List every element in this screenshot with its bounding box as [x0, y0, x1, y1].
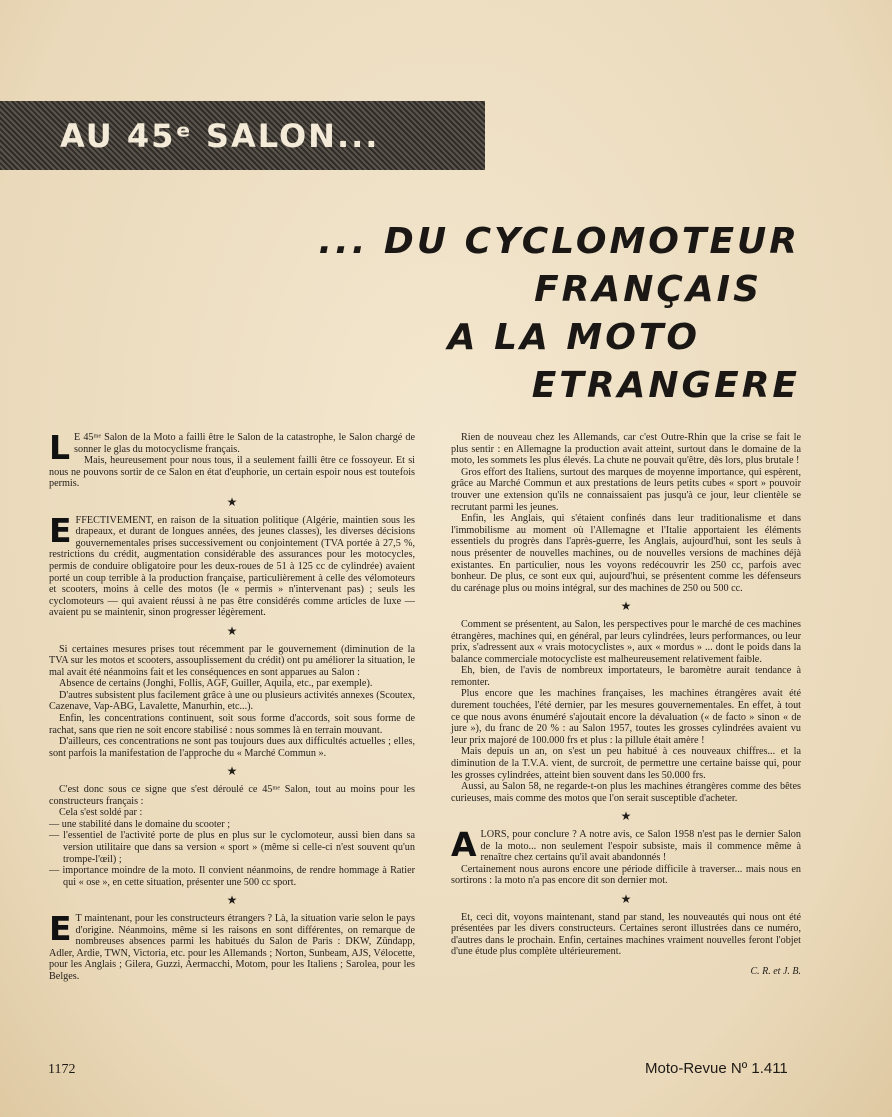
section-banner [0, 101, 485, 170]
star-divider: ★ [620, 599, 632, 614]
star-divider: ★ [226, 494, 238, 509]
drop-cap: L [49, 428, 71, 467]
paragraph: Et, ceci dit, voyons maintenant, stand par stand, les nouveautés qui nous ont été présentées par les divers constructeurs. Certaines seront illustrées dans ce numéro, d'autres dans le prochain. Enfin, certaines machines vraiment nouvelles feront l'objet d'une étude plus complète ultérieurement. [451, 911, 801, 958]
star-divider: ★ [226, 893, 238, 908]
headline-line-2: FRANÇAIS [534, 269, 762, 310]
drop-cap: A [451, 825, 477, 864]
paragraph: Enfin, les concentrations continuent, soit sous forme d'accords, soit sous forme de rachat, sans que rien ne soit encore stabilisé : nous sommes là en terrain mouvant. [49, 713, 415, 736]
paragraph: Mais depuis un an, on s'est un peu habitué à ces nouveaux chiffres... et la diminution de la T.V.A. vient, de surcroit, de permettre une certaine baisse qui, pour les grosses cylindrées, atteint bien souvent dans les 50.000 frs. [451, 746, 801, 781]
paragraph: Cela s'est soldé par : [59, 807, 143, 819]
star-divider: ★ [620, 891, 632, 906]
right-column [451, 432, 801, 978]
headline-line-1: ... DU CYCLOMOTEUR [318, 221, 800, 262]
paragraph: D'autres subsistent plus facilement grâce à une ou plusieurs activités annexes (Scoutex, Cazenave, Vap-ABG, Lavalette, Manurhin, etc...). [49, 689, 415, 713]
drop-cap: E [49, 510, 72, 550]
paragraph-text: T maintenant, pour les constructeurs étrangers ? Là, la situation varie selon le pays d'origine. Néanmoins, même si les raisons en sont différentes, on remarque de nombreuses absences parmi les habitués du Salon de Paris : DKW, Zündapp, Adler, Ardie, TWN, Victoria, etc. pour les Allemands ; Norton, Sunbeam, AJS, Vélocette, pour les Anglais ; Gilera, Guzzi, Aermacchi, Motom, pour les Italiens ; Sarolea, pour les Belges. [49, 912, 415, 982]
star-divider: ★ [226, 623, 238, 638]
paragraph: Eh, bien, de l'avis de nombreux importateurs, le baromètre aurait tendance à remonter. [451, 665, 801, 688]
paragraph: Rien de nouveau chez les Allemands, car c'est Outre-Rhin que la crise se fait le plus sentir : en Allemagne la production avait atteint, surtout dans le domaine de la moto, les sommets les plus élevés. La chute ne pouvait qu'être, dès lors, plus brutale ! [451, 432, 801, 467]
paragraph: Aussi, au Salon 58, ne regarde-t-on plus les machines étrangères comme des bêtes curieuses, mais comme des motos que l'on serait susceptible d'acheter. [451, 781, 801, 804]
article-headline [280, 218, 800, 410]
list-item: — une stabilité dans le domaine du scooter ; [49, 818, 231, 830]
paragraph [49, 908, 415, 983]
list-item: — importance moindre de la moto. Il convient néanmoins, de rendre hommage à Ratier qui « ose », en cette situation, présenter une 500 cc sport. [49, 865, 415, 888]
paragraph: Gros effort des Italiens, surtout des marques de moyenne importance, qui espèrent, grâce au Marché Commun et aux prestations de leurs petits cubes « sport » pouvoir trouver une extension qu'ils ne connaissaient pas jusqu'à ce jour, leur clientèle se recrutant parmi les jeunes. [451, 466, 801, 513]
paragraph-text: LORS, pour conclure ? A notre avis, ce Salon 1958 n'est pas le dernier Salon de la moto... non seulement l'espoir subsiste, mais il commence même à renaître chez certains qu'il avait abandonnés ! [480, 829, 801, 864]
headline-line-3: A LA MOTO [447, 317, 700, 358]
paragraph: D'ailleurs, ces concentrations ne sont pas toujours dues aux difficultés actuelles ; elles, sont parfois la manifestation de l'approche du « Marché Commun ». [49, 736, 415, 759]
page-number: 1172 [48, 1062, 76, 1077]
paragraph [49, 428, 415, 467]
paragraph: Absence de certains (Jonghi, Follis, AGF, Guiller, Aquila, etc., par exemple). [59, 678, 373, 690]
drop-cap: E [49, 908, 72, 948]
star-divider: ★ [226, 764, 238, 779]
issue-label: Moto-Revue Nº 1.411 [645, 1060, 788, 1077]
paragraph-text: FFECTIVEMENT, en raison de la situation politique (Algérie, maintien sous les drapeaux, et durant de longues années, des jeunes classes), les diverses décisions gouvernementales prises successivement ou conjointement (TVA portée à 27,5 %, restrictions du crédit, augmentation considérable des assurances pour les motocycles, permis de conduire obligatoire pour les deux-roues de 51 à 125 cc de cylindrée) avaient porté un coup terrible à la production française, particulièrement à celle des vélomoteurs et scooters, moins à celle des motos (le « permis » n'intervenant pas) ; seuls les cyclomoteurs — qui avaient réussi à ne pas être considérés comme articles de luxe — avaient pu se maintenir, sinon progresser légèrement. [49, 514, 415, 619]
paragraph: Si certaines mesures prises tout récemment par le gouvernement (diminution de la TVA sur les motos et scooters, assouplissement du crédit) ont pu améliorer la situation, le mal avait été néanmoins fait et les conséquences en sont apparues au Salon : [49, 643, 415, 678]
paragraph: Plus encore que les machines françaises, les machines étrangères avait été durement touchées, l'été dernier, par les mesures gouvernementales. En effet, à tout ce que nous avons énuméré s'ajoutait encore la dévaluation (« de facto » sinon « de jure »), du franc de 20 % : au Salon 1957, toutes les grosses cylindrées avaient vu leur prix majoré de 100.000 frs et plus : la pillule était amère ! [451, 688, 801, 746]
paragraph: Certainement nous aurons encore une période difficile à traverser... mais nous en sortirons : la moto n'a pas encore dit son dernier mot. [451, 863, 801, 887]
star-divider: ★ [620, 809, 632, 824]
left-column [49, 428, 415, 983]
paragraph: Mais, heureusement pour nous tous, il a seulement failli être ce fossoyeur. Et si nous ne pouvons sortir de ce Salon en état d'euphorie, un certain espoir nous est toutefois permis. [49, 455, 415, 490]
paragraph: C'est donc sous ce signe que s'est déroulé ce 45ᵐᵉ Salon, tout au moins pour les constructeurs français : [49, 784, 415, 807]
list-item: — l'essentiel de l'activité porte de plus en plus sur le cyclomoteur, aussi bien dans sa version utilitaire que dans sa version « sport » (même si celle-ci n'est souvent qu'un trompe-l'œil) ; [49, 830, 415, 865]
banner-title: AU 45ᵉ SALON... [60, 117, 380, 155]
author-signature: C. R. et J. B. [750, 965, 801, 977]
paragraph-text: E 45ᵐᵉ Salon de la Moto a failli être le Salon de la catastrophe, le Salon chargé de sonner le glas du motocyclisme français. [74, 432, 415, 455]
paragraph [49, 510, 415, 619]
paragraph [451, 825, 801, 864]
headline-line-4: ETRANGERE [531, 365, 800, 406]
paragraph: Comment se présentent, au Salon, les perspectives pour le marché de ces machines étrangères, machines qui, en général, par leurs cylindrées, leurs performances, ou leur prix, s'adressent aux « vrais motocyclistes », aux « mordus » ... dont le poids dans la balance commerciale motocycliste est malheureusement relativement faible. [451, 618, 801, 665]
paragraph: Enfin, les Anglais, qui s'étaient confinés dans leur traditionalisme et dans l'immobilisme au moment où l'Allemagne et l'Italie apportaient les éléments essentiels du progrès dans l'après-guerre, les Anglais, aujourd'hui, sont les seuls à nous présenter de nouvelles machines, ou de nouvelles versions de machines déjà existantes. En particulier, nous les voyons redécouvrir les 250 cc, parfois avec bonheur. De plus, ce sont eux qui, aujourd'hui, se présentent comme les défenseurs du carénage plus ou moins intégral, sur des machines de 250 ou 500 cc. [451, 513, 801, 594]
